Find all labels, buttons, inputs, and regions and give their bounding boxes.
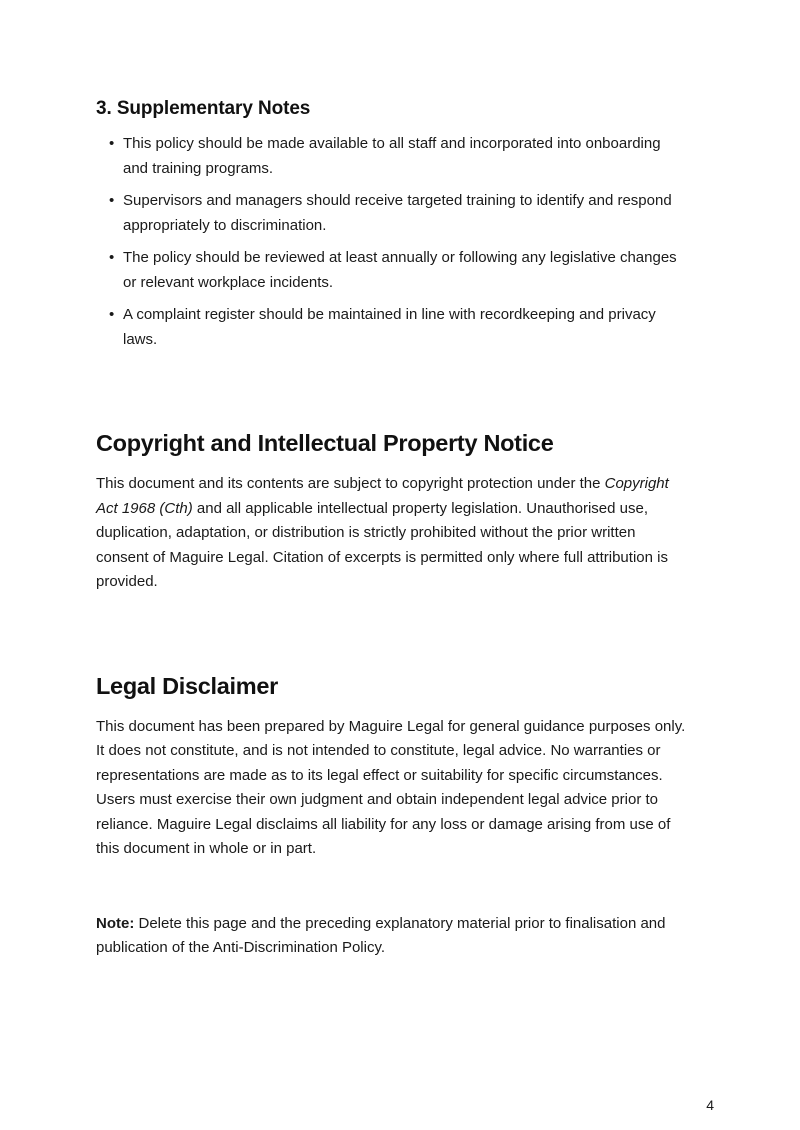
list-item [96,132,688,181]
page-number: 4 [706,1097,714,1113]
copyright-act-citation: Copyright Act 1968 (Cth) [96,475,669,517]
section-spacer [96,595,688,671]
legal-disclaimer-heading: Legal Disclaimer [96,672,278,699]
copyright-text-lead: This document and its contents are subject to copyright protection under the [96,475,605,492]
supplementary-notes-list [96,132,688,352]
copyright-text-tail: and all applicable intellectual property legislation. Unauthorised use, duplication, adaptation, or distribution is strictly prohibited without the prior written consent of Maguire Legal. Citation of excerpts is permitted only where full attribution is provided. [96,499,668,590]
note-spacer [96,862,688,912]
supplementary-notes-heading: 3. Supplementary Notes [96,98,311,119]
editorial-note-paragraph [96,912,688,961]
list-item-text: Supervisors and managers should receive targeted training to identify and respond appropriately to discrimination. [123,192,672,234]
section-spacer [96,352,688,428]
editorial-note-text: Delete this page and the preceding explanatory material prior to finalisation and publication of the Anti-Discrimination Policy. [96,914,666,956]
list-item [96,246,688,295]
list-item-text: The policy should be reviewed at least annually or following any legislative changes or relevant workplace incidents. [123,249,677,291]
list-item [96,303,688,352]
bullet-icon: • [109,192,115,209]
copyright-notice-heading: Copyright and Intellectual Property Notice [96,430,554,456]
editorial-note-label: Note: [96,914,135,932]
copyright-notice-paragraph [96,472,688,595]
bullet-icon: • [109,135,115,152]
list-item-text: This policy should be made available to all staff and incorporated into onboarding and training programs. [123,135,661,177]
bullet-icon: • [109,249,115,266]
legal-disclaimer-paragraph: This document has been prepared by Maguire Legal for general guidance purposes only. It does not constitute, and is not intended to constitute, legal advice. No warranties or representations are made as to its legal effect or suitability for specific circumstances. Users must exercise their own judgment and obtain independent legal advice prior to reliance. Maguire Legal disclaims all liability for any loss or damage arising from use of this document in whole or in part. [96,717,686,857]
page-content [96,96,688,961]
bullet-icon: • [109,306,115,323]
list-item [96,189,688,238]
list-item-text: A complaint register should be maintained in line with recordkeeping and privacy laws. [123,306,656,348]
